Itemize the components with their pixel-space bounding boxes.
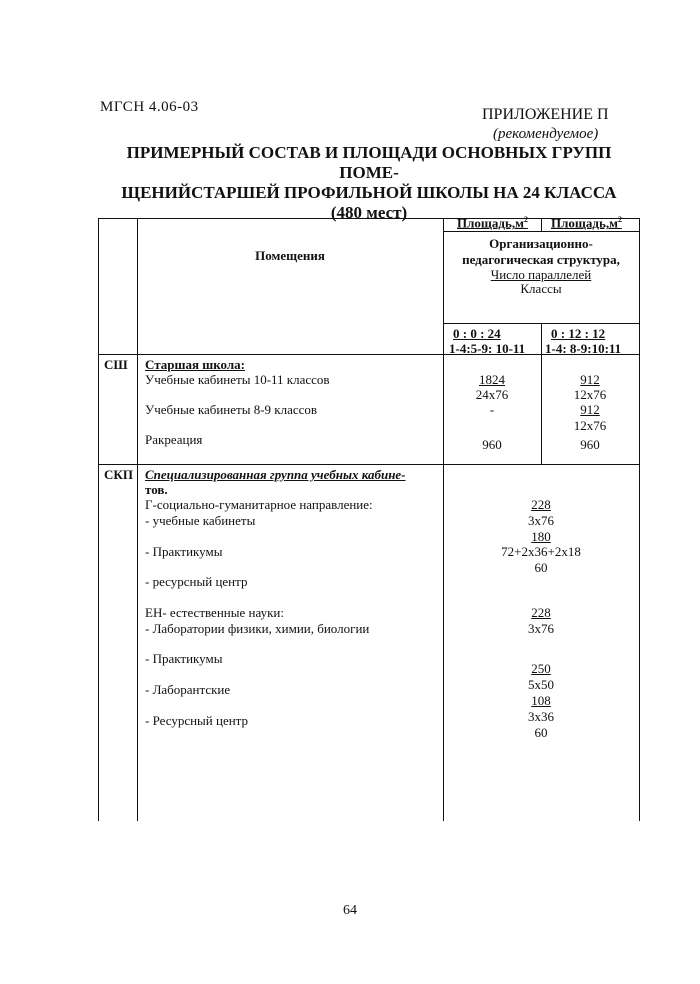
sh-row-2: Учебные кабинеты 8-9 классов bbox=[145, 402, 318, 417]
title-line-1: ПРИМЕРНЫЙ СОСТАВ И ПЛОЩАДИ ОСНОВНЫХ ГРУПП ПОМЕ- bbox=[126, 143, 612, 182]
rooms-table bbox=[98, 215, 640, 821]
skp-value-11: 3x36 bbox=[528, 709, 554, 724]
sh-col2-value-5: 960 bbox=[580, 437, 600, 452]
sh-col1-value-2: 24x76 bbox=[475, 387, 509, 402]
structure-line-3: Число параллелей bbox=[490, 267, 592, 282]
skp-value-7: 3x76 bbox=[528, 621, 554, 636]
skp-value-6: 228 bbox=[531, 605, 551, 620]
structure-line-2: педагогическая структура, bbox=[462, 252, 620, 267]
sh-col2-value-4: 12x76 bbox=[573, 418, 607, 433]
skp-value-12: 60 bbox=[534, 725, 548, 740]
structure-line-4: Классы bbox=[520, 281, 562, 296]
section-code-sh: СШ bbox=[104, 357, 128, 372]
skp-value-4: 72+2x36+2x18 bbox=[501, 544, 581, 559]
area-header-1: $Площадь,м^2$ bbox=[457, 215, 528, 231]
rule-code-col bbox=[137, 219, 138, 821]
structure-line-1: Организационно- bbox=[489, 236, 593, 251]
area-header-2: $Площадь,м^2$ bbox=[551, 215, 622, 231]
skp-value-8: 250 bbox=[531, 661, 551, 676]
recommended-note: (рекомендуемое) bbox=[493, 126, 599, 142]
skp-value-1: 228 bbox=[531, 497, 551, 512]
page-number: 64 bbox=[343, 903, 357, 918]
sh-col1-value-4: 960 bbox=[482, 437, 502, 452]
skp-value-2: 3x76 bbox=[528, 513, 554, 528]
sh-col1-value-3: - bbox=[489, 402, 495, 417]
skp-value-10: 108 bbox=[531, 693, 551, 708]
section-code-skp: СКП bbox=[104, 467, 133, 482]
skp-value-3: 180 bbox=[531, 529, 551, 544]
parallels-1-bottom: 1-4:5-9: 10-11 bbox=[449, 341, 526, 356]
en-item-3: - Лаборантские bbox=[145, 682, 231, 697]
g-item-1: - учебные кабинеты bbox=[145, 513, 256, 528]
document-code: МГСН 4.06-03 bbox=[100, 99, 199, 115]
page-title bbox=[100, 143, 638, 223]
section-title-skp-1 bbox=[145, 467, 406, 483]
section-title-skp-text: Специализированная группа учебных кабине- bbox=[145, 467, 406, 482]
section-title-skp-2: тов. bbox=[145, 482, 168, 497]
title-line-3: (480 мест) bbox=[330, 203, 408, 222]
g-item-3: - ресурсный центр bbox=[145, 574, 248, 589]
appendix-label: ПРИЛОЖЕНИЕ П bbox=[482, 106, 609, 123]
section-title-sh: Старшая школа: bbox=[145, 357, 245, 372]
en-item-1: - Лаборатории физики, химии, биологии bbox=[145, 621, 370, 636]
sh-col2-value-3: 912 bbox=[580, 402, 600, 417]
rule-area-split-top bbox=[541, 219, 542, 231]
sh-col1-value-1: 1824 bbox=[479, 372, 505, 387]
sh-col2-value-2: 12x76 bbox=[573, 387, 607, 402]
parallels-2-bottom: 1-4: 8-9:10:11 bbox=[545, 341, 622, 356]
title-line-2: ЩЕНИЙСТАРШЕЙ ПРОФИЛЬНОЙ ШКОЛЫ НА 24 КЛАССА bbox=[121, 183, 617, 202]
parallels-2-top: 0 : 12 : 12 bbox=[551, 326, 606, 341]
en-item-2: - Практикумы bbox=[145, 651, 223, 666]
rule-section-sh bbox=[99, 464, 639, 465]
sh-row-1: Учебные кабинеты 10-11 классов bbox=[145, 372, 330, 387]
g-title: Г-социально-гуманитарное направление: bbox=[145, 497, 373, 512]
sh-col2-value-1: 912 bbox=[580, 372, 600, 387]
sh-row-3: Ракреация bbox=[145, 432, 203, 447]
en-title: ЕН- естественные науки: bbox=[145, 605, 284, 620]
parallels-1-top: 0 : 0 : 24 bbox=[453, 326, 501, 341]
skp-value-5: 60 bbox=[534, 560, 548, 575]
g-item-2: - Практикумы bbox=[145, 544, 223, 559]
skp-value-9: 5x50 bbox=[528, 677, 554, 692]
en-item-4: - Ресурсный центр bbox=[145, 713, 249, 728]
rooms-column-header: Помещения bbox=[255, 248, 325, 263]
